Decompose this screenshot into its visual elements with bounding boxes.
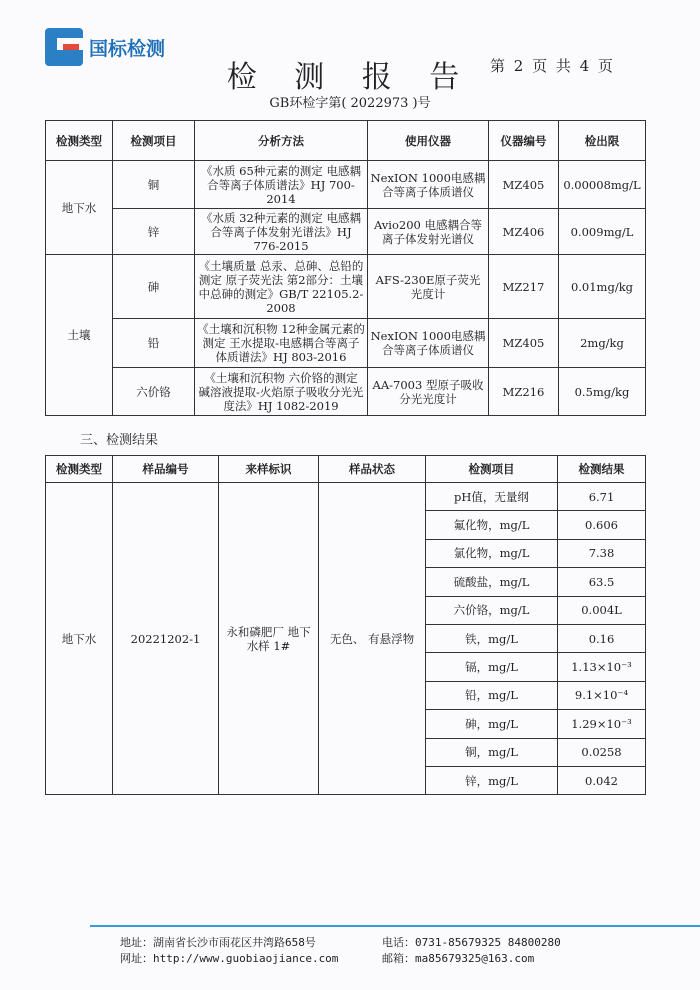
column-header: 检测结果 <box>558 456 646 483</box>
cell-item: 硫酸盐，mg/L <box>426 568 558 596</box>
cell-method: 《水质 32种元素的测定 电感耦合等离子体发射光谱法》HJ 776-2015 <box>195 209 368 255</box>
cell-result: 63.5 <box>558 568 646 596</box>
column-header: 样品状态 <box>319 456 426 483</box>
table-row <box>46 209 646 255</box>
column-header: 分析方法 <box>195 121 368 161</box>
cell-limit: 0.00008mg/L <box>559 161 646 209</box>
page-title: 检 测 报 告 <box>226 60 474 95</box>
column-header: 检出限 <box>559 121 646 161</box>
report-number: GB环检字第( 2022973 )号 <box>269 96 431 111</box>
column-header: 检测类型 <box>46 121 113 161</box>
cell-item: 铜，mg/L <box>426 738 558 766</box>
cell-result: 0.0258 <box>558 738 646 766</box>
cell-item: 锌 <box>113 209 195 255</box>
cell-item: 六价铬 <box>113 368 195 416</box>
cell-result: 1.29×10⁻³ <box>558 710 646 738</box>
cell-code: MZ406 <box>489 209 559 255</box>
cell-result: 0.16 <box>558 624 646 652</box>
column-header: 来样标识 <box>219 456 319 483</box>
cell-result: 1.13×10⁻³ <box>558 653 646 681</box>
cell-method: 《土壤质量 总汞、总砷、总铅的测定 原子荧光法 第2部分：土壤中总砷的测定》GB/T 22105.2-2008 <box>195 255 368 319</box>
cell-code: MZ405 <box>489 319 559 368</box>
methods-table <box>45 120 646 416</box>
cell-item: 氯化物，mg/L <box>426 539 558 567</box>
cell-item: 铅 <box>113 319 195 368</box>
cell-result: 6.71 <box>558 483 646 511</box>
footer-divider <box>90 925 700 927</box>
cell-item: 砷，mg/L <box>426 710 558 738</box>
cell-type: 地下水 <box>46 161 113 255</box>
column-header: 使用仪器 <box>368 121 489 161</box>
column-header: 检测项目 <box>113 121 195 161</box>
table-row <box>46 255 646 319</box>
cell-limit: 0.009mg/L <box>559 209 646 255</box>
cell-limit: 0.01mg/kg <box>559 255 646 319</box>
cell-item: pH值，无量纲 <box>426 483 558 511</box>
cell-method: 《土壤和沉积物 六价铬的测定 碱溶液提取-火焰原子吸收分光光度法》HJ 1082-2019 <box>195 368 368 416</box>
page-number: 第 2 页 共 4 页 <box>490 57 615 75</box>
cell-result: 7.38 <box>558 539 646 567</box>
column-header: 样品编号 <box>113 456 219 483</box>
cell-item: 六价铬，mg/L <box>426 596 558 624</box>
table-row <box>46 368 646 416</box>
column-header: 检测项目 <box>426 456 558 483</box>
cell-instrument: NexION 1000电感耦合等离子体质谱仪 <box>368 161 489 209</box>
section-title: 三、检测结果 <box>80 433 159 448</box>
cell-sample-id: 永和磷肥厂 地下水样 1# <box>219 483 319 795</box>
table-row <box>46 319 646 368</box>
cell-item: 镉，mg/L <box>426 653 558 681</box>
footer-website: 网址：http://www.guobiaojiance.com <box>120 952 339 965</box>
cell-result: 9.1×10⁻⁴ <box>558 681 646 709</box>
cell-method: 《土壤和沉积物 12种金属元素的测定 王水提取-电感耦合等离子体质谱法》HJ 803-2016 <box>195 319 368 368</box>
cell-instrument: AA-7003 型原子吸收分光光度计 <box>368 368 489 416</box>
results-table <box>45 455 646 795</box>
cell-item: 氟化物，mg/L <box>426 511 558 539</box>
cell-item: 铜 <box>113 161 195 209</box>
cell-method: 《水质 65种元素的测定 电感耦合等离子体质谱法》HJ 700- 2014 <box>195 161 368 209</box>
cell-sample-state: 无色、 有悬浮物 <box>319 483 426 795</box>
table-row <box>46 483 646 511</box>
cell-type: 土壤 <box>46 255 113 416</box>
cell-item: 铁，mg/L <box>426 624 558 652</box>
cell-code: MZ216 <box>489 368 559 416</box>
footer-address: 地址：湖南省长沙市雨花区井湾路658号 <box>120 936 316 949</box>
logo-text: 国标检测 <box>89 37 166 60</box>
cell-instrument: AFS-230E原子荧光光度计 <box>368 255 489 319</box>
cell-item: 砷 <box>113 255 195 319</box>
cell-sample-no: 20221202-1 <box>113 483 219 795</box>
footer-email: 邮箱：ma85679325@163.com <box>382 952 535 965</box>
footer-phone: 电话：0731-85679325 84800280 <box>382 936 561 949</box>
table-row <box>46 161 646 209</box>
cell-instrument: NexION 1000电感耦合等离子体质谱仪 <box>368 319 489 368</box>
cell-result: 0.042 <box>558 766 646 794</box>
cell-limit: 2mg/kg <box>559 319 646 368</box>
cell-limit: 0.5mg/kg <box>559 368 646 416</box>
cell-code: MZ217 <box>489 255 559 319</box>
column-header: 检测类型 <box>46 456 113 483</box>
cell-item: 锌，mg/L <box>426 766 558 794</box>
cell-instrument: Avio200 电感耦合等离子体发射光谱仪 <box>368 209 489 255</box>
cell-item: 铅，mg/L <box>426 681 558 709</box>
cell-code: MZ405 <box>489 161 559 209</box>
cell-type: 地下水 <box>46 483 113 795</box>
cell-result: 0.004L <box>558 596 646 624</box>
column-header: 仪器编号 <box>489 121 559 161</box>
cell-result: 0.606 <box>558 511 646 539</box>
